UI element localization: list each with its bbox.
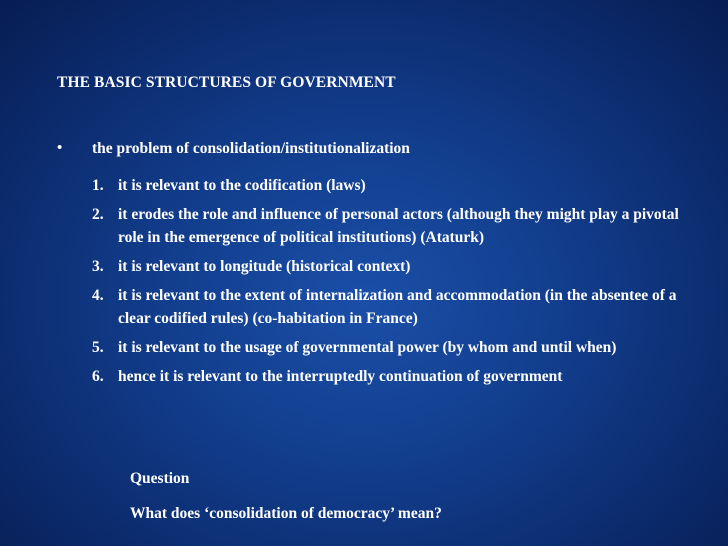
list-item bbox=[92, 336, 692, 359]
numbered-list bbox=[92, 174, 692, 394]
list-item bbox=[92, 255, 692, 278]
list-item-text: it is relevant to the codification (laws) bbox=[118, 177, 366, 194]
list-item-text: hence it is relevant to the interruptedly continuation of government bbox=[118, 368, 563, 385]
bullet-icon: • bbox=[57, 140, 63, 156]
list-item-number: 4. bbox=[92, 287, 104, 304]
list-item bbox=[92, 365, 692, 388]
question-label: Question bbox=[130, 470, 190, 487]
list-item bbox=[92, 284, 692, 330]
list-item-number: 6. bbox=[92, 368, 104, 385]
list-item-number: 3. bbox=[92, 258, 104, 275]
list-item-number: 1. bbox=[92, 177, 104, 194]
list-item-text: it is relevant to the extent of internalization and accommodation (in the absentee of a clear codified rules) (co-habitation in France) bbox=[118, 287, 677, 327]
question-text: What does ‘consolidation of democracy’ mean? bbox=[130, 505, 442, 522]
slide-title: THE BASIC STRUCTURES OF GOVERNMENT bbox=[57, 74, 396, 91]
list-item-text: it erodes the role and influence of personal actors (although they might play a pivotal role in the emergence of political institutions) (Ataturk) bbox=[118, 206, 679, 246]
list-item bbox=[92, 203, 692, 249]
list-item bbox=[92, 174, 692, 197]
list-item-text: it is relevant to longitude (historical context) bbox=[118, 258, 411, 275]
list-item-text: it is relevant to the usage of governmental power (by whom and until when) bbox=[118, 339, 617, 356]
list-item-number: 5. bbox=[92, 339, 104, 356]
bullet-text: the problem of consolidation/institutionalization bbox=[92, 140, 410, 157]
list-item-number: 2. bbox=[92, 206, 104, 223]
